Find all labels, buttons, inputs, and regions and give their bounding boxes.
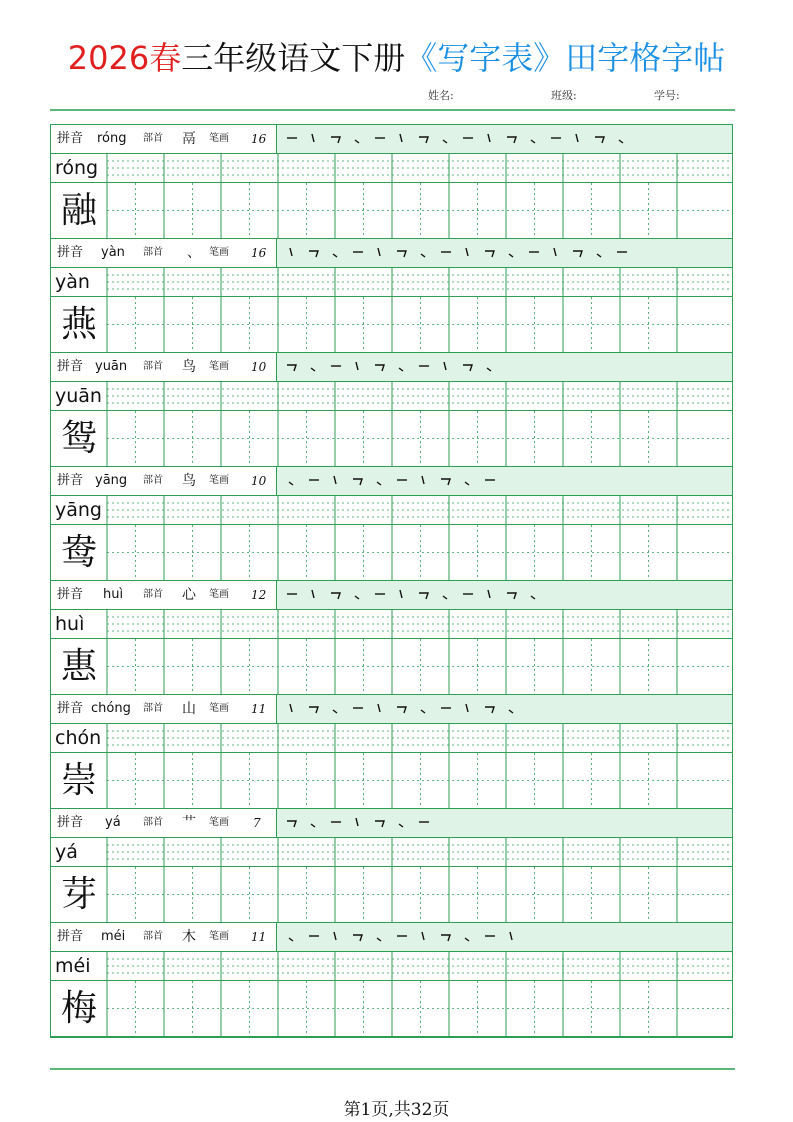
pinyin-grid [51, 610, 732, 638]
stroke-order-glyphs [283, 812, 723, 834]
stroke-count-label: 笔画 [209, 361, 229, 372]
radical-value: 鸟 [182, 359, 196, 375]
stroke-glyph [287, 821, 296, 827]
char-block [51, 923, 732, 1037]
char-block [51, 353, 732, 467]
stroke-count-value: 10 [251, 360, 267, 374]
model-char: 芽 [60, 874, 97, 915]
stroke-glyph [421, 710, 425, 713]
pinyin-label: 拼音 [57, 929, 84, 944]
char-meta [51, 239, 277, 267]
stroke-glyph [595, 137, 604, 143]
pinyin-label: 拼音 [57, 131, 84, 146]
stroke-glyph [400, 134, 402, 142]
stroke-order-glyphs [283, 470, 723, 492]
stroke-glyph [422, 476, 424, 484]
stroke-glyph [397, 251, 406, 257]
stroke-glyph [465, 938, 469, 941]
stroke-order-glyphs [283, 128, 723, 150]
char-info-row [51, 353, 732, 382]
char-meta [51, 923, 277, 951]
model-char: 鸯 [60, 532, 97, 573]
stroke-glyph [419, 137, 428, 143]
stroke-count-value: 16 [251, 246, 267, 260]
pinyin-value: yàn [101, 245, 125, 260]
title-main: 三年级语文下册 [181, 39, 406, 77]
char-practice-row [51, 753, 732, 809]
pinyin-label: 拼音 [57, 473, 84, 488]
stroke-count-label: 笔画 [209, 475, 229, 486]
pinyin-line-label: yá [55, 841, 78, 863]
char-practice-row [51, 297, 732, 353]
stroke-glyph [463, 365, 472, 371]
stroke-glyph [378, 704, 380, 712]
pinyin-value: chóng [91, 701, 131, 716]
stroke-glyph [485, 707, 494, 713]
id-label: 学号: [654, 89, 680, 102]
stroke-glyph [333, 710, 337, 713]
stroke-glyph [290, 248, 292, 256]
model-char: 融 [60, 190, 97, 231]
stroke-glyph [510, 932, 512, 940]
model-char: 鸳 [60, 418, 97, 459]
pinyin-label: 拼音 [57, 701, 84, 716]
pinyin-practice-row [51, 268, 732, 297]
stroke-glyph [465, 482, 469, 485]
char-meta [51, 581, 277, 609]
pinyin-practice-row [51, 724, 732, 753]
char-meta [51, 467, 277, 495]
stroke-glyph [441, 479, 450, 485]
radical-label: 部首 [143, 475, 163, 486]
title-book: 《写字表》田字格字帖 [405, 39, 726, 77]
char-practice-row [51, 411, 732, 467]
stroke-glyph [399, 824, 403, 827]
stroke-glyph [377, 938, 381, 941]
stroke-glyph [399, 368, 403, 371]
stroke-glyph [290, 704, 292, 712]
stroke-glyph [400, 590, 402, 598]
stroke-glyph [466, 704, 468, 712]
char-block [51, 809, 732, 923]
pinyin-grid [51, 838, 732, 866]
char-practice-row [51, 639, 732, 695]
stroke-glyph [419, 593, 428, 599]
radical-value: 木 [182, 929, 196, 945]
tianzige-grid [51, 525, 732, 580]
stroke-glyph [441, 935, 450, 941]
pinyin-label: 拼音 [57, 245, 84, 260]
pinyin-line-label: yuān [55, 385, 102, 407]
stroke-glyph [309, 251, 318, 257]
stroke-glyph [333, 254, 337, 257]
pinyin-practice-row [51, 154, 732, 183]
stroke-glyph [311, 368, 315, 371]
stroke-count-value: 7 [253, 816, 261, 830]
page-number: 第1页,共32页 [343, 1100, 450, 1120]
class-label: 班级: [551, 89, 577, 102]
char-block [51, 581, 732, 695]
stroke-glyph [311, 824, 315, 827]
char-block [51, 695, 732, 809]
pinyin-practice-row [51, 610, 732, 639]
stroke-glyph [289, 938, 293, 941]
stroke-glyph [507, 137, 516, 143]
radical-value: 心 [182, 587, 196, 603]
stroke-glyph [485, 251, 494, 257]
stroke-glyph [355, 140, 359, 143]
model-char: 燕 [60, 304, 97, 345]
char-practice-row [51, 867, 732, 923]
stroke-glyph [466, 248, 468, 256]
stroke-glyph [554, 248, 556, 256]
stroke-glyph [573, 251, 582, 257]
pinyin-value: róng [97, 131, 127, 146]
stroke-glyph [443, 140, 447, 143]
stroke-glyph [356, 818, 358, 826]
stroke-order-glyphs [283, 356, 723, 378]
stroke-glyph [309, 707, 318, 713]
stroke-glyph [509, 254, 513, 257]
tianzige-grid [51, 411, 732, 466]
pinyin-label: 拼音 [57, 815, 84, 830]
radical-value: 艹 [182, 815, 196, 831]
stroke-glyph [353, 479, 362, 485]
pinyin-grid [51, 154, 732, 182]
stroke-glyph [422, 932, 424, 940]
radical-label: 部首 [143, 133, 163, 144]
pinyin-practice-row [51, 496, 732, 525]
stroke-order-glyphs [283, 926, 723, 948]
char-meta [51, 353, 277, 381]
stroke-glyph [355, 596, 359, 599]
stroke-glyph [331, 593, 340, 599]
radical-label: 部首 [143, 247, 163, 258]
stroke-glyph [576, 134, 578, 142]
stroke-count-label: 笔画 [209, 703, 229, 714]
stroke-glyph [287, 365, 296, 371]
tianzige-grid [51, 297, 732, 352]
char-meta [51, 809, 277, 837]
radical-label: 部首 [143, 931, 163, 942]
stroke-glyph [378, 248, 380, 256]
char-info-row [51, 695, 732, 724]
stroke-count-label: 笔画 [209, 589, 229, 600]
stroke-glyph [375, 821, 384, 827]
pinyin-label: 拼音 [57, 587, 84, 602]
stroke-order-glyphs [283, 242, 723, 264]
radical-label: 部首 [143, 703, 163, 714]
model-char: 惠 [60, 646, 97, 687]
stroke-count-value: 11 [251, 930, 267, 944]
pinyin-label: 拼音 [57, 359, 84, 374]
stroke-glyph [356, 362, 358, 370]
radical-label: 部首 [143, 361, 163, 372]
stroke-count-label: 笔画 [209, 931, 229, 942]
pinyin-grid [51, 952, 732, 980]
practice-sheet [50, 124, 733, 1038]
tianzige-grid [51, 867, 732, 922]
stroke-glyph [619, 140, 623, 143]
title-year: 2026春 [67, 39, 182, 77]
pinyin-line-label: yàn [55, 271, 90, 293]
pinyin-line-label: róng [55, 157, 99, 179]
stroke-glyph [488, 590, 490, 598]
stroke-count-label: 笔画 [209, 133, 229, 144]
stroke-glyph [443, 596, 447, 599]
stroke-glyph [597, 254, 601, 257]
pinyin-line-label: yāng [55, 499, 102, 521]
stroke-glyph [334, 932, 336, 940]
stroke-count-value: 12 [251, 588, 267, 602]
tianzige-grid [51, 183, 732, 238]
char-block [51, 239, 732, 353]
stroke-glyph [331, 137, 340, 143]
radical-value: 鸟 [182, 473, 196, 489]
char-practice-row [51, 981, 732, 1037]
radical-value: 、 [187, 245, 201, 261]
pinyin-grid [51, 382, 732, 410]
stroke-glyph [375, 365, 384, 371]
pinyin-line-label: méi [55, 955, 91, 977]
stroke-glyph [488, 134, 490, 142]
page-title [0, 36, 793, 80]
stroke-glyph [312, 590, 314, 598]
stroke-count-value: 10 [251, 474, 267, 488]
stroke-glyph [487, 368, 491, 371]
stroke-glyph [397, 707, 406, 713]
char-block [51, 467, 732, 581]
stroke-glyph [312, 134, 314, 142]
stroke-order-glyphs [283, 584, 723, 606]
stroke-glyph [444, 362, 446, 370]
stroke-glyph [377, 482, 381, 485]
char-practice-row [51, 183, 732, 239]
pinyin-value: yuān [95, 359, 128, 374]
stroke-glyph [531, 596, 535, 599]
pinyin-line-label: chón [55, 727, 102, 749]
char-info-row [51, 923, 732, 952]
tianzige-grid [51, 753, 732, 808]
pinyin-grid [51, 496, 732, 524]
char-meta [51, 125, 277, 153]
stroke-order-glyphs [283, 698, 723, 720]
char-info-row [51, 467, 732, 496]
stroke-count-value: 16 [251, 132, 267, 146]
pinyin-value: méi [101, 929, 126, 944]
model-char: 梅 [60, 988, 97, 1029]
char-info-row [51, 581, 732, 610]
radical-label: 部首 [143, 817, 163, 828]
pinyin-value: huì [103, 587, 124, 602]
stroke-count-label: 笔画 [209, 817, 229, 828]
stroke-glyph [421, 254, 425, 257]
stroke-glyph [289, 482, 293, 485]
radical-value: 鬲 [182, 131, 196, 147]
stroke-glyph [334, 476, 336, 484]
char-block [51, 125, 732, 239]
stroke-glyph [353, 935, 362, 941]
tianzige-grid [51, 981, 732, 1036]
radical-label: 部首 [143, 589, 163, 600]
char-info-row [51, 809, 732, 838]
pinyin-practice-row [51, 838, 732, 867]
stroke-glyph [509, 710, 513, 713]
stroke-count-value: 11 [251, 702, 267, 716]
name-label: 姓名: [428, 89, 454, 102]
char-practice-row [51, 525, 732, 581]
pinyin-grid [51, 724, 732, 752]
radical-value: 山 [182, 701, 196, 717]
pinyin-practice-row [51, 952, 732, 981]
stroke-glyph [531, 140, 535, 143]
pinyin-value: yāng [95, 473, 128, 488]
char-info-row [51, 239, 732, 268]
model-char: 崇 [60, 760, 97, 801]
header-divider [50, 109, 735, 111]
stroke-count-label: 笔画 [209, 247, 229, 258]
stroke-glyph [507, 593, 516, 599]
pinyin-line-label: huì [55, 613, 85, 635]
pinyin-practice-row [51, 382, 732, 411]
pinyin-value: yá [105, 815, 121, 830]
char-info-row [51, 125, 732, 154]
pinyin-grid [51, 268, 732, 296]
tianzige-grid [51, 639, 732, 694]
footer-divider [50, 1068, 735, 1070]
char-meta [51, 695, 277, 723]
